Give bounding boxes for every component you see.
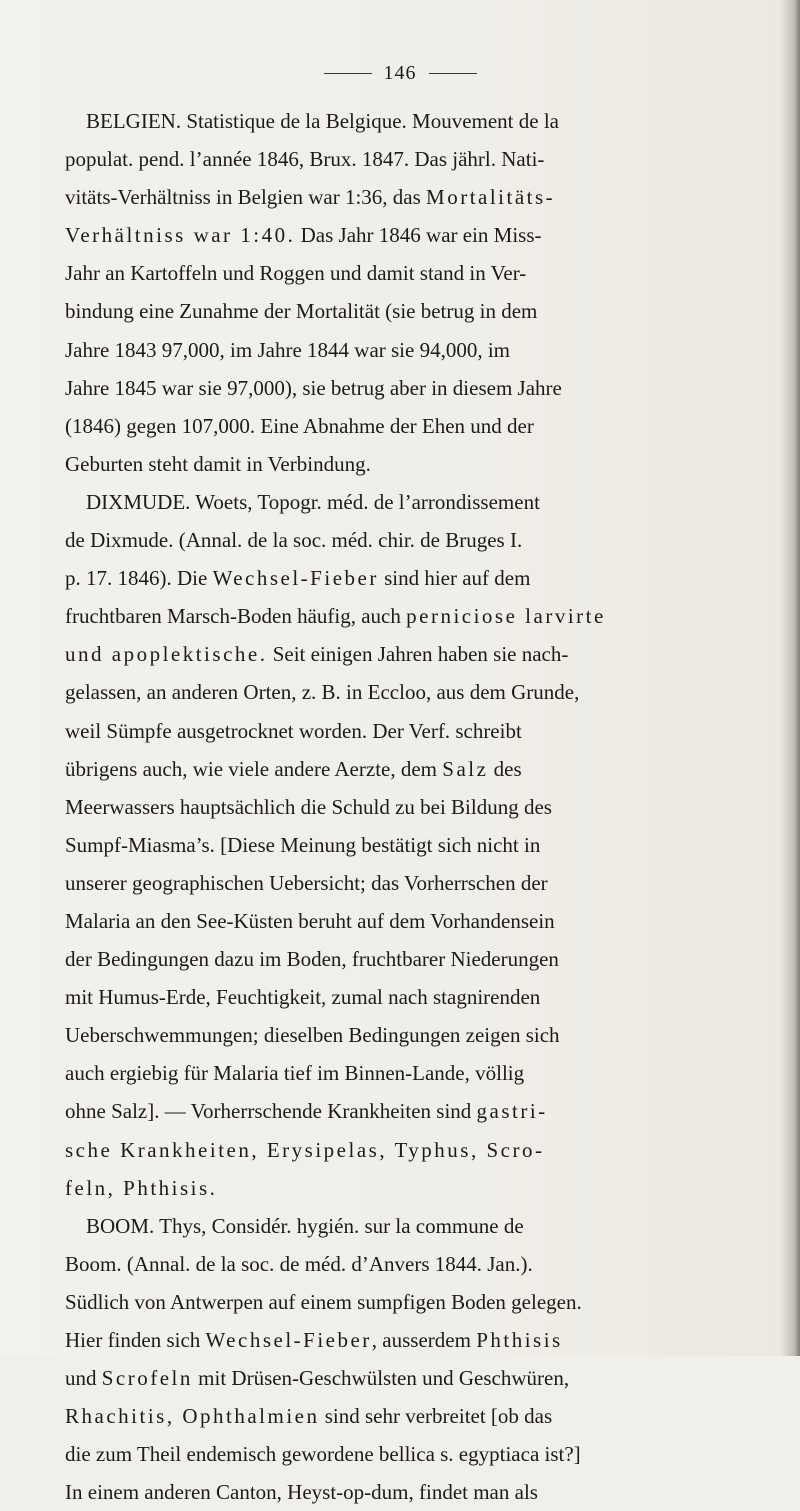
text-line bbox=[65, 407, 745, 445]
text-line bbox=[65, 140, 745, 178]
spaced-term: gastri- bbox=[476, 1099, 548, 1124]
text-line bbox=[65, 178, 745, 216]
text-run: DIXMUDE. Woets, Topogr. méd. de l’arrondissement bbox=[65, 489, 540, 514]
text-run: des bbox=[488, 756, 522, 781]
text-run: bindung eine Zunahme der Mortalität (sie betrug in dem bbox=[65, 299, 538, 324]
text-run: Malaria an den See-Küsten beruht auf dem Vorhandensein bbox=[65, 908, 555, 933]
page-number: 146 bbox=[383, 62, 417, 84]
text-line bbox=[65, 712, 745, 750]
text-line bbox=[65, 1283, 745, 1321]
page-header bbox=[0, 62, 800, 85]
text-run: p. 17. 1846). Die bbox=[65, 566, 213, 591]
spaced-term: sche Krankheiten, Erysipelas, Typhus, Scro- bbox=[65, 1137, 545, 1162]
text-run: übrigens auch, wie viele andere Aerzte, dem bbox=[65, 756, 443, 781]
text-line bbox=[65, 1054, 745, 1092]
spaced-term: feln, Phthisis. bbox=[65, 1175, 218, 1200]
text-run: gelassen, an anderen Orten, z. B. in Eccloo, aus dem Grunde, bbox=[65, 680, 580, 705]
text-run: Boom. (Annal. de la soc. de méd. d’Anvers 1844. Jan.). bbox=[65, 1251, 533, 1276]
text-line bbox=[65, 978, 745, 1016]
text-run: In einem anderen Canton, Heyst-op-dum, findet man als bbox=[65, 1480, 538, 1505]
text-line bbox=[65, 369, 745, 407]
text-run: sind hier auf dem bbox=[378, 566, 531, 591]
text-run: Geburten steht damit in Verbindung. bbox=[65, 451, 371, 476]
text-run: ohne Salz]. — Vorherrschende Krankheiten sind bbox=[65, 1099, 477, 1124]
text-run: Das Jahr 1846 war ein Miss- bbox=[295, 223, 542, 248]
text-line bbox=[65, 292, 745, 330]
text-run: Jahre 1845 war sie 97,000), sie betrug aber in diesem Jahre bbox=[65, 375, 562, 400]
text-line bbox=[65, 1245, 745, 1283]
text-line bbox=[65, 1435, 745, 1473]
text-run: Ueberschwemmungen; dieselben Bedingungen zeigen sich bbox=[65, 1023, 560, 1048]
text-line bbox=[65, 1092, 745, 1130]
text-line bbox=[65, 483, 745, 521]
text-run: fruchtbaren Marsch-Boden häufig, auch bbox=[65, 604, 407, 629]
text-line bbox=[65, 902, 745, 940]
text-run: vitäts-Verhältniss in Belgien war 1:36, das bbox=[65, 185, 427, 210]
text-line bbox=[65, 1207, 745, 1245]
body-text bbox=[65, 102, 745, 1511]
text-run: mit Humus-Erde, Feuchtigkeit, zumal nach stagnirenden bbox=[65, 985, 541, 1010]
text-run: der Bedingungen dazu im Boden, fruchtbarer Niederungen bbox=[65, 947, 559, 972]
text-run: BELGIEN. Statistique de la Belgique. Mouvement de la bbox=[65, 109, 559, 133]
spaced-term: Wechsel-Fieber bbox=[205, 1328, 372, 1352]
text-run: Südlich von Antwerpen auf einem sumpfigen Boden gelegen. bbox=[65, 1289, 582, 1314]
text-line bbox=[65, 597, 745, 635]
text-run: populat. pend. l’année 1846, Brux. 1847. Das jährl. Nati- bbox=[65, 147, 545, 172]
text-line bbox=[65, 1131, 745, 1169]
text-run: auch ergiebig für Malaria tief im Binnen-Lande, völlig bbox=[65, 1061, 525, 1086]
text-line bbox=[65, 521, 745, 559]
text-line bbox=[65, 331, 745, 369]
text-line bbox=[65, 1169, 745, 1207]
text-line bbox=[65, 750, 745, 788]
text-run: (1846) gegen 107,000. Eine Abnahme der Ehen und der bbox=[65, 413, 534, 438]
spaced-term: und apoplektische. bbox=[65, 642, 268, 667]
header-rule-right bbox=[429, 73, 477, 74]
text-run: Meerwassers hauptsächlich die Schuld zu bei Bildung des bbox=[65, 794, 552, 819]
text-line bbox=[65, 216, 745, 254]
text-line bbox=[65, 1397, 745, 1435]
text-run: Sumpf-Miasma’s. [Diese Meinung bestätigt sich nicht in bbox=[65, 832, 541, 857]
text-line bbox=[65, 445, 745, 483]
text-run: unserer geographischen Uebersicht; das Vorherrschen der bbox=[65, 870, 548, 895]
text-line bbox=[65, 254, 745, 292]
text-line bbox=[65, 788, 745, 826]
text-run: Jahre 1843 97,000, im Jahre 1844 war sie 94,000, im bbox=[65, 337, 511, 362]
text-run: die zum Theil endemisch gewordene bellica s. egyptiaca ist?] bbox=[65, 1442, 581, 1467]
text-line bbox=[65, 102, 745, 140]
spaced-term: Rhachitis, Ophthalmien bbox=[65, 1404, 320, 1429]
text-line bbox=[65, 1321, 745, 1359]
text-line bbox=[65, 1016, 745, 1054]
text-line bbox=[65, 559, 745, 597]
text-run: Seit einigen Jahren haben sie nach- bbox=[267, 642, 569, 667]
text-line bbox=[65, 635, 745, 673]
text-run: sind sehr verbreitet [ob das bbox=[319, 1404, 553, 1429]
spaced-term: Mortalitäts- bbox=[426, 185, 556, 210]
text-run: Jahr an Kartoffeln und Roggen und damit stand in Ver- bbox=[65, 261, 527, 286]
text-run: , ausserdem bbox=[371, 1328, 477, 1352]
text-run: mit Drüsen-Geschwülsten und Geschwüren, bbox=[192, 1366, 570, 1391]
text-line bbox=[65, 864, 745, 902]
text-run: de Dixmude. (Annal. de la soc. méd. chir. de Bruges I. bbox=[65, 528, 523, 553]
page-edge-shadow bbox=[780, 0, 800, 1356]
header-rule-left bbox=[324, 73, 372, 74]
text-run: BOOM. Thys, Considér. hygién. sur la commune de bbox=[65, 1213, 524, 1238]
text-run: weil Sümpfe ausgetrocknet worden. Der Verf. schreibt bbox=[65, 718, 522, 743]
text-line bbox=[65, 673, 745, 711]
text-line bbox=[65, 826, 745, 864]
text-run: Hier finden sich bbox=[65, 1328, 206, 1352]
text-line bbox=[65, 940, 745, 978]
text-line bbox=[65, 1473, 745, 1511]
text-line bbox=[65, 1359, 745, 1397]
spaced-term: perniciose larvirte bbox=[406, 604, 606, 629]
spaced-term: Verhältniss war 1:40. bbox=[65, 223, 296, 248]
text-run: und bbox=[65, 1366, 102, 1391]
spaced-term: Scrofeln bbox=[101, 1366, 193, 1391]
spaced-term: Salz bbox=[442, 756, 489, 781]
spaced-term: Wechsel-Fieber bbox=[212, 566, 379, 591]
spaced-term: Phthisis bbox=[476, 1328, 563, 1352]
